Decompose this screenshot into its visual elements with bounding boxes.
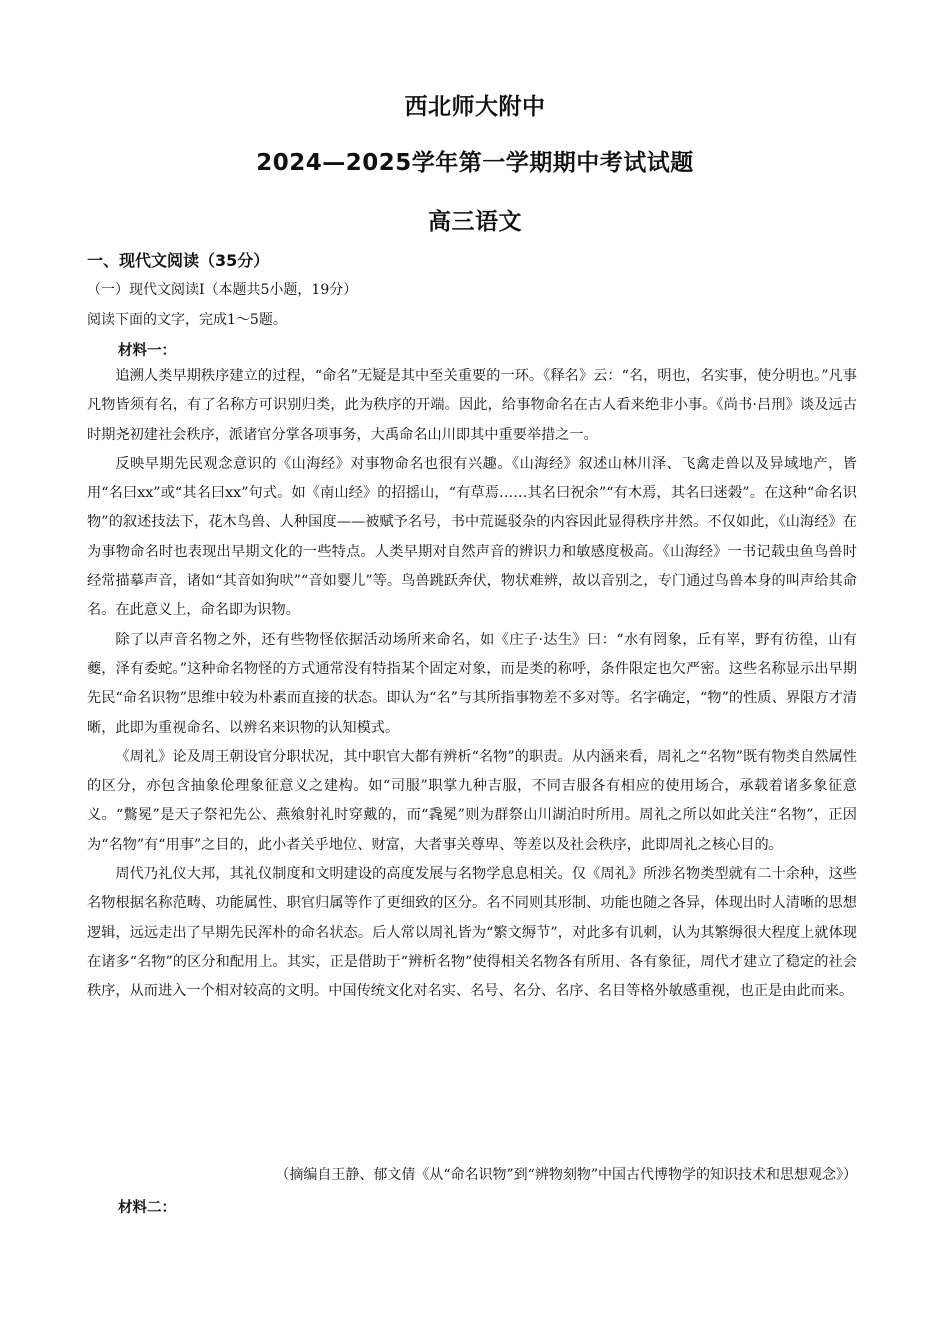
paragraph: 《周礼》论及周王朝设官分职状况，其中职官大都有辨析“名物”的职责。从内涵来看，周礼之“名物”既有物类自然属性的区分，亦包含抽象伦理象征意义之建构。如“司服”职掌九种吉服，不同吉服各有相应的使用场合，承载着诸多象征意义。“鷩冕”是天子祭祀先公、燕飨射礼时穿戴的，而“毳冕”则为群祭山川湖泊时所用。周礼之所以如此关注“名物”，正因为“名物”有“用事”之目的，此小者关乎地位、财富，大者事关尊卑、等差以及社会秩序，此即周礼之核心目的。 [87,748,857,853]
paragraph: 除了以声音名物之外，还有些物怪依据活动场所来命名，如《庄子·达生》曰：“水有罔象，丘有峷，野有彷徨，山有夔，泽有委蛇。”这种命名物怪的方式通常没有特指某个固定对象，而是类的称呼，条件限定也欠严密。这些名称显示出早期先民“命名识物”思维中较为朴素而直接的状态。即认为“名”与其所指事物差不多对等。名字确定，“物”的性质、界限方才清晰，此即为重视命名、以辨名来识物的认知模式。 [87,631,857,736]
material-one-body [87,362,857,1007]
instruction-text: 阅读下面的文字，完成1～5题。 [87,312,287,328]
subsection-heading: （一）现代文阅读Ⅰ（本题共5小题，19分） [87,282,358,298]
exam-title: 2024—2025学年第一学期期中考试试题 [256,150,694,176]
source-citation: （摘编自王静、郁文倩《从“命名识物”到“辨物刻物”中国古代博物学的知识技术和思想观念》） [275,1167,857,1183]
paragraph: 追溯人类早期秩序建立的过程，“命名”无疑是其中至关重要的一环。《释名》云：“名，明也，名实事，使分明也。”凡事凡物皆须有名，有了名称方可识别归类，此为秩序的开端。因此，给事物命名在古人看来绝非小事。《尚书·吕刑》谈及远古时期尧初建社会秩序，派诸官分掌各项事务，大禹命名山川即其中重要举措之一。 [87,368,857,443]
subject-title: 高三语文 [428,209,522,235]
paragraph: 反映早期先民观念意识的《山海经》对事物命名也很有兴趣。《山海经》叙述山林川泽、飞禽走兽以及异域地产，皆用“名曰xx”或“其名曰xx”句式。如《南山经》的招摇山，“有草焉……其名曰祝余”“有木焉，其名曰迷榖”。在这种“命名识物”的叙述技法下，花木鸟兽、人种国度——被赋予名号，书中荒诞驳杂的内容因此显得秩序井然。不仅如此，《山海经》在为事物命名时也表现出早期文化的一些特点。人类早期对自然声音的辨识力和敏感度极高。《山海经》一书记载虫鱼鸟兽时经常描摹声音，诸如“其音如狗吠”“音如婴儿”等。鸟兽跳跃奔伏，物状难辨，故以音别之，专门通过鸟兽本身的叫声给其命名。在此意义上，命名即为识物。 [87,455,857,619]
section-heading: 一、现代文阅读（35分） [87,251,270,270]
material-one-label: 材料一： [118,343,176,359]
paragraph: 周代乃礼仪大邦，其礼仪制度和文明建设的高度发展与名物学息息相关。仅《周礼》所涉名物类型就有二十余种，这些名物根据名称范畴、功能属性、职官归属等作了更细致的区分。名不同则其形制、功能也随之各异，体现出时人清晰的思想逻辑，远远走出了早期先民浑朴的命名状态。后人常以周礼皆为“繁文缛节”，对此多有讥刺，认为其繁缛很大程度上就体现在诸多“名物”的区分和配用上。其实，正是借助于“辨析名物”使得相关名物各有所用、各有象征，周代才建立了稳定的社会秩序，从而进入一个相对较高的文明。中国传统文化对名实、名号、名分、名序、名目等格外敏感重视，也正是由此而来。 [87,866,857,1000]
school-title: 西北师大附中 [404,94,546,120]
material-two-label: 材料二： [118,1200,176,1216]
